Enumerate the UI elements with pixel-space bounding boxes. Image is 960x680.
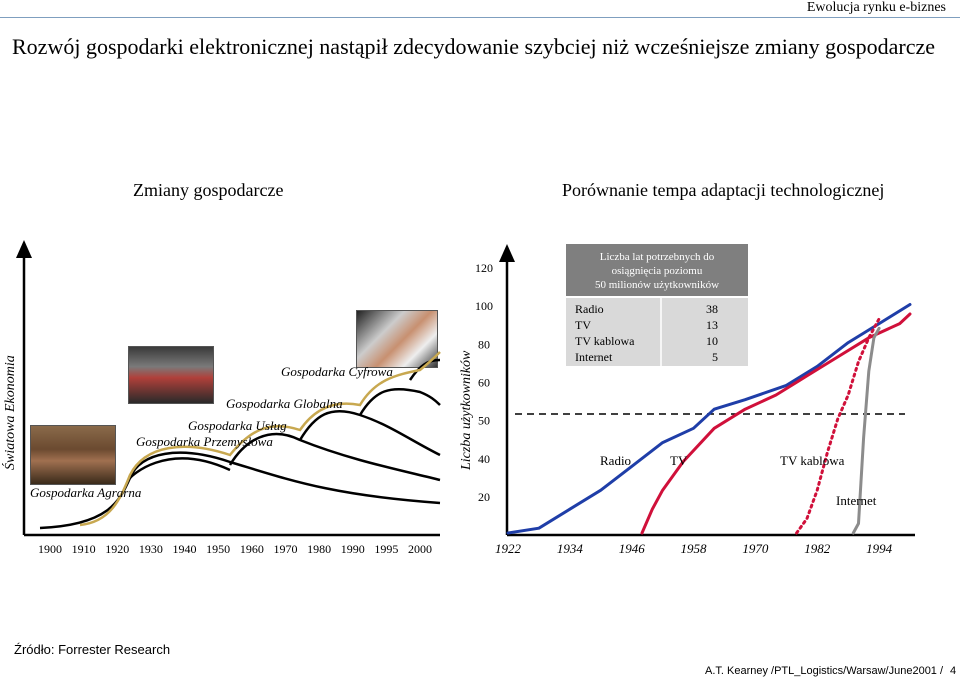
left-x-tick-label: 1970	[273, 542, 298, 556]
table-row-years: 10	[706, 334, 718, 348]
right-y-ticks	[475, 261, 493, 504]
table-header-line-3: 50 milionów użytkowników	[594, 279, 720, 291]
right-y-tick-label: 40	[478, 451, 490, 466]
stage-label-global: Gospodarka Globalna	[226, 396, 343, 411]
series-label-radio: Radio	[600, 453, 632, 468]
right-y-tick-label: 50	[478, 413, 490, 428]
left-x-tick-label: 1995	[374, 542, 399, 556]
page-title: Rozwój gospodarki elektronicznej nastąpił zdecydowanie szybciej niż wcześniejsze zmiany gospodarcze	[12, 34, 936, 59]
left-x-ticks	[38, 542, 432, 556]
stage-label-industrial: Gospodarka Przemysłowa	[136, 434, 273, 449]
footer-citation: A.T. Kearney /PTL_Logistics/Warsaw/June2001 /	[705, 665, 944, 677]
stage-label-services: Gospodarka Usług	[188, 418, 287, 433]
right-y-tick-label: 120	[475, 261, 493, 275]
right-y-axis-label: Liczba użytkowników	[459, 350, 474, 470]
table-row-name: Internet	[575, 350, 613, 364]
right-x-tick-label: 1994	[866, 541, 893, 556]
left-panel-title: Zmiany gospodarcze	[133, 180, 284, 200]
left-x-tick-label: 1920	[105, 542, 130, 556]
right-x-tick-label: 1946	[618, 541, 645, 556]
right-x-tick-label: 1922	[495, 541, 521, 556]
right-panel-title: Porównanie tempa adaptacji technologicznej	[562, 180, 885, 200]
left-x-tick-label: 1960	[239, 542, 264, 556]
left-x-tick-label: 1930	[138, 542, 163, 556]
right-y-tick-label: 80	[478, 337, 490, 352]
right-x-ticks	[495, 541, 893, 556]
stage-label-agrarian-1: Gospodarka Agrarna	[30, 485, 142, 500]
stage-label-digital: Gospodarka Cyfrowa	[281, 364, 393, 379]
source-note: Źródło: Forrester Research	[14, 642, 171, 657]
section-label: Ewolucja rynku e-biznes	[806, 0, 946, 15]
table-header-line-2: osiągnięcia poziomu	[611, 265, 703, 277]
table-row-years: 13	[706, 318, 718, 332]
right-y-tick-label: 20	[478, 490, 490, 504]
table-header-line-1: Liczba lat potrzebnych do	[599, 251, 715, 263]
page-number: 4	[950, 665, 957, 677]
table-row-name: TV kablowa	[575, 334, 635, 348]
right-x-tick-label: 1970	[742, 541, 769, 556]
left-x-tick-label: 2000	[408, 542, 432, 556]
left-y-axis-label: Światowa Ekonomia	[3, 355, 18, 470]
table-row-years: 5	[712, 350, 718, 364]
series-label-tv: TV	[670, 453, 688, 468]
left-x-tick-label: 1950	[206, 542, 231, 556]
left-x-tick-label: 1940	[172, 542, 197, 556]
table-row-name: Radio	[575, 302, 604, 316]
left-x-tick-label: 1900	[38, 542, 62, 556]
right-x-tick-label: 1982	[804, 541, 831, 556]
left-x-tick-label: 1980	[307, 542, 332, 556]
right-x-tick-label: 1958	[680, 541, 707, 556]
right-y-tick-label: 60	[478, 375, 490, 390]
left-x-tick-label: 1990	[340, 542, 365, 556]
table-row-name: TV	[575, 318, 591, 332]
series-label-cable-tv: TV kablowa	[780, 453, 845, 468]
series-label-internet: Internet	[836, 493, 877, 508]
right-x-tick-label: 1934	[556, 541, 583, 556]
right-y-tick-label: 100	[475, 299, 493, 314]
left-x-tick-label: 1910	[71, 542, 96, 556]
table-row-years: 38	[706, 302, 718, 316]
